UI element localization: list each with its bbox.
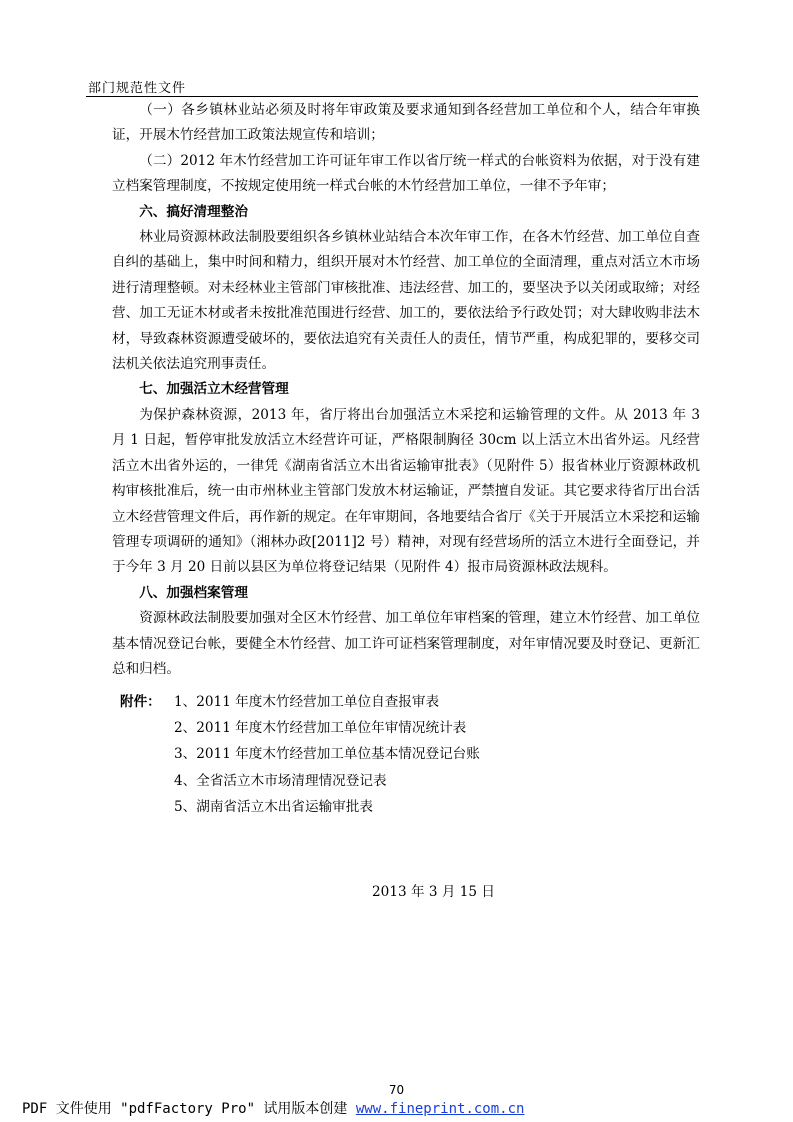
attachment-item-2: 2、2011 年度木竹经营加工单位年审情况统计表 bbox=[174, 720, 467, 737]
fineprint-link[interactable]: www.fineprint.com.cn bbox=[355, 1101, 525, 1117]
paragraph-item-2: （二）2012 年木竹经营加工许可证年审工作以省厅统一样式的台帐资料为依据，对于没有建立档案管理制度，不按规定使用统一样式台帐的木竹经营加工单位，一律不予年审； bbox=[112, 152, 700, 195]
document-date: 2013 年 3 月 15 日 bbox=[372, 884, 495, 900]
paragraph-living-trees: 为保护森林资源，2013 年，省厅将出台加强活立木采挖和运输管理的文件。从 2013 年 3 月 1 日起，暂停审批发放活立木经营许可证，严格限制胸径 30cm 以上活立木出省外运。凡经营活立木出省外运的，一律凭《湖南省活立木出省运输审批表》（见附件 5）报省林业厅资源林政机构审核批准后，统一由市州林业主管部门发放木材运输证，严禁擅自发证。其它要求待省厅出台活立木经营管理文件后，再作新的规定。在年审期间，各地要结合省厅《关于开展活立木采挖和运输管理专项调研的通知》（湘林办政[2011]2 号）精神，对现有经营场所的活立木进行全面登记，并于今年 3 月 20 日前以县区为单位将登记结果（见附件 4）报市局资源林政法规科。 bbox=[112, 406, 700, 576]
paragraph-archives: 资源林政法制股要加强对全区木竹经营、加工单位年审档案的管理，建立木竹经营、加工单位基本情况登记台帐，要健全木竹经营、加工许可证档案管理制度，对年审情况要及时登记、更新汇总和归档。 bbox=[112, 610, 700, 677]
attachment-item-5: 5、湖南省活立木出省运输审批表 bbox=[174, 798, 373, 815]
attachment-item-3: 3、2011 年度木竹经营加工单位基本情况登记台账 bbox=[174, 746, 480, 763]
footer-text: PDF 文件使用 "pdfFactory Pro" 试用版本创建 bbox=[22, 1101, 356, 1117]
section-heading-8: 八、加强档案管理 bbox=[139, 584, 248, 601]
attachments-list bbox=[120, 689, 680, 820]
document-body bbox=[112, 98, 700, 682]
section-heading-6: 六、搞好清理整治 bbox=[139, 203, 248, 220]
paragraph-cleanup: 林业局资源林政法制股要组织各乡镇林业站结合本次年审工作，在各木竹经营、加工单位自查自纠的基础上，集中时间和精力，组织开展对木竹经营、加工单位的全面清理，重点对活立木市场进行清理整顿。对未经林业主管部门审核批准、违法经营、加工的，要坚决予以关闭或取缔；对经营、加工无证木材或者未按批准范围进行经营、加工的，要依法给予行政处罚；对大肆收购非法木材，导致森林资源遭受破坏的，要依法追究有关责任人的责任，情节严重，构成犯罪的，要移交司法机关依法追究刑事责任。 bbox=[112, 229, 700, 373]
running-header: 部门规范性文件 bbox=[88, 81, 187, 96]
paragraph-item-1: （一）各乡镇林业站必须及时将年审政策及要求通知到各经营加工单位和个人，结合年审换证，开展木竹经营加工政策法规宣传和培训； bbox=[112, 102, 700, 144]
attachment-item-4: 4、全省活立木市场清理情况登记表 bbox=[174, 772, 387, 789]
pdf-footer bbox=[22, 1098, 524, 1118]
attachment-item-1: 1、2011 年度木竹经营加工单位自查报审表 bbox=[174, 694, 440, 710]
attachments-label: 附件： bbox=[120, 694, 161, 710]
page-number: 70 bbox=[388, 1083, 405, 1097]
header-divider bbox=[86, 96, 698, 97]
section-heading-7: 七、加强活立木经营管理 bbox=[139, 381, 289, 398]
